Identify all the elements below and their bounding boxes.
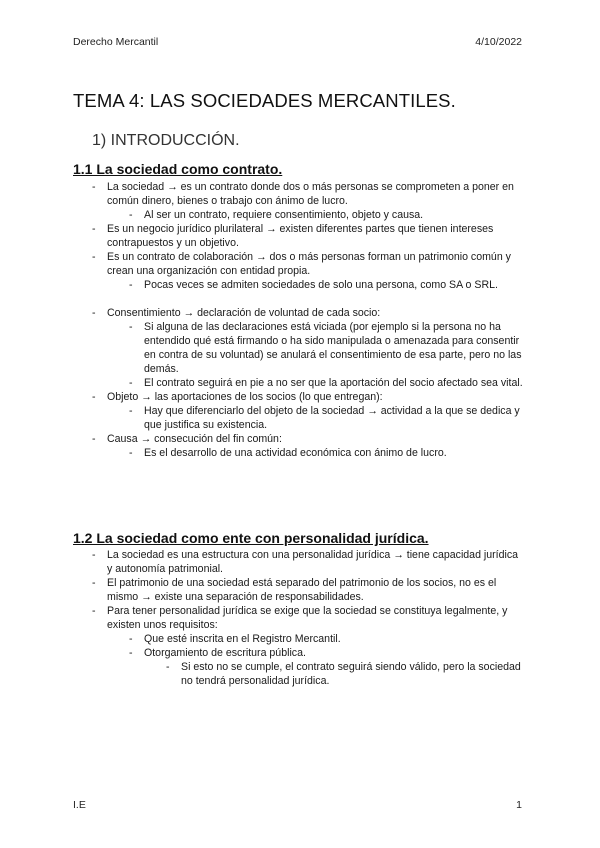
list-item-text: Al ser un contrato, requiere consentimiento, objeto y causa. — [144, 209, 424, 221]
section-1-list — [0, 180, 600, 460]
page-title: TEMA 4: LAS SOCIEDADES MERCANTILES. — [73, 90, 456, 111]
bullet-dash: - — [166, 661, 170, 673]
bullet-dash: - — [92, 181, 96, 193]
bullet-dash: - — [92, 391, 96, 403]
bullet-dash: - — [92, 577, 96, 589]
section-1-heading: 1.1 La sociedad como contrato. — [73, 161, 283, 177]
list-item — [0, 306, 600, 320]
list-item — [0, 222, 600, 250]
bullet-dash: - — [92, 549, 96, 561]
list-item-text: Que esté inscrita en el Registro Mercantil. — [144, 633, 341, 645]
list-item-text: Para tener personalidad jurídica se exige que la sociedad se constituya legalmente, y existen unos requisitos: — [107, 605, 508, 631]
list-item — [0, 250, 600, 278]
bullet-dash: - — [92, 223, 96, 235]
bullet-dash: - — [129, 405, 133, 417]
list-item-text: Es un negocio jurídico plurilateral → existen diferentes partes que tienen intereses contrapuestos y un objetivo. — [107, 223, 494, 249]
bullet-dash: - — [129, 633, 133, 645]
section-2-heading: 1.2 La sociedad como ente con personalidad jurídica. — [73, 530, 429, 546]
list-item — [0, 320, 600, 376]
bullet-dash: - — [129, 647, 133, 659]
list-item-text: Otorgamiento de escritura pública. — [144, 647, 306, 659]
list-item-text: El contrato seguirá en pie a no ser que la aportación del socio afectado sea vital. — [144, 377, 523, 389]
bullet-dash: - — [129, 209, 133, 221]
list-item-text: Consentimiento → declaración de voluntad de cada socio: — [107, 307, 381, 319]
bullet-dash: - — [92, 251, 96, 263]
list-item-text: Es el desarrollo de una actividad económica con ánimo de lucro. — [144, 447, 447, 459]
header-date: 4/10/2022 — [475, 36, 522, 48]
list-item — [0, 390, 600, 404]
list-item — [0, 646, 600, 660]
bullet-dash: - — [92, 307, 96, 319]
list-item-text: Si esto no se cumple, el contrato seguirá siendo válido, pero la sociedad no tendrá personalidad jurídica. — [181, 661, 521, 687]
list-item-text: Causa → consecución del fin común: — [107, 433, 282, 445]
list-item — [0, 180, 600, 208]
bullet-dash: - — [129, 279, 133, 291]
list-item — [0, 632, 600, 646]
header-document-title: Derecho Mercantil — [73, 36, 159, 48]
section-2-list — [0, 548, 600, 688]
list-item — [0, 576, 600, 604]
list-item-text: El patrimonio de una sociedad está separado del patrimonio de los socios, no es el mismo → existe una separación de responsabilidades. — [107, 577, 497, 603]
list-item-text: Hay que diferenciarlo del objeto de la sociedad → actividad a la que se dedica y que justifica su existencia. — [144, 405, 520, 431]
list-item-text: Es un contrato de colaboración → dos o más personas forman un patrimonio común y crean una organización con entidad propia. — [107, 251, 511, 277]
list-item — [0, 432, 600, 446]
list-item — [0, 404, 600, 432]
list-item — [0, 446, 600, 460]
list-item — [0, 376, 600, 390]
list-item — [0, 278, 600, 292]
list-item-text: Si alguna de las declaraciones está viciada (por ejemplo si la persona no ha entendido qué está firmando o ha sido manipulada o amenazada para consentir en contra de su voluntad) se anulará el consentimiento de esa parte, pero no las demás. — [144, 321, 522, 375]
list-item — [0, 548, 600, 576]
list-item — [0, 604, 600, 632]
bullet-dash: - — [129, 377, 133, 389]
page-number: 1 — [516, 799, 522, 811]
list-item-text: Pocas veces se admiten sociedades de solo una persona, como SA o SRL. — [144, 279, 498, 291]
list-item-text: La sociedad es una estructura con una personalidad jurídica → tiene capacidad jurídica y autonomía patrimonial. — [107, 549, 519, 575]
bullet-dash: - — [129, 447, 133, 459]
list-item-text: La sociedad → es un contrato donde dos o más personas se comprometen a poner en común dinero, bienes o trabajo con ánimo de lucro. — [107, 181, 514, 207]
bullet-dash: - — [92, 605, 96, 617]
bullet-dash: - — [92, 433, 96, 445]
list-item — [0, 208, 600, 222]
intro-heading: 1) INTRODUCCIÓN. — [92, 132, 240, 149]
list-item-text: Objeto → las aportaciones de los socios (lo que entregan): — [107, 391, 383, 403]
bullet-dash: - — [129, 321, 133, 333]
list-item — [0, 660, 600, 688]
footer-initials: I.E — [73, 799, 86, 811]
